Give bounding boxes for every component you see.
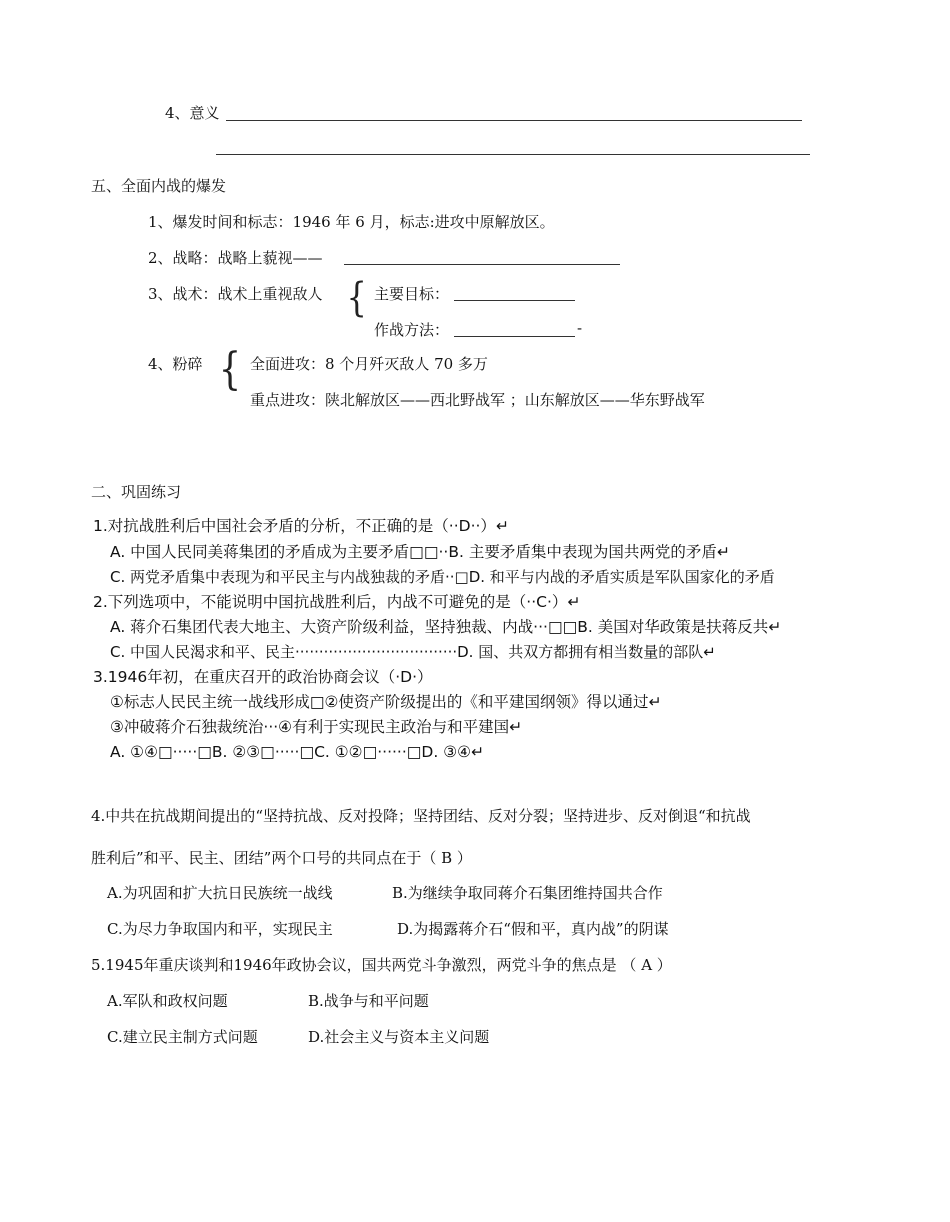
question-4-option-d: D.为揭露蒋介石“假和平，真内战”的阴谋 (397, 920, 669, 938)
left-brace-crush: { (218, 344, 242, 395)
meaning-blank-line-2 (216, 154, 810, 155)
question-4-option-b: B.为继续争取同蒋介石集团维持国共合作 (392, 884, 663, 902)
tactics-goal-blank-line (454, 300, 575, 301)
item-4-meaning-label: 4、意义 (165, 104, 220, 122)
question-1-options-cd: C. 两党矛盾集中表现为和平民主与内战独裁的矛盾··□D. 和平与内战的矛盾实质是军队国家化的矛盾 (110, 568, 775, 586)
question-2-options-ab: A. 蒋介石集团代表大地主、大资产阶级利益，坚持独裁、内战···□□B. 美国对华政策是扶蒋反共↵ (110, 618, 782, 636)
exercise-section-title: 二、巩固练习 (91, 483, 182, 501)
question-1-options-ab: A. 中国人民同美蒋集团的矛盾成为主要矛盾□□··B. 主要矛盾集中表现为国共两党的矛盾↵ (110, 543, 730, 561)
tactics-combat-method: 作战方法： (374, 321, 450, 339)
question-5-option-c: C.建立民主制方式问题 (107, 1028, 258, 1046)
crush-key-offensive: 重点进攻：陕北解放区——西北野战军 ；山东解放区——华东野战军 (250, 391, 705, 409)
question-5-option-a: A.军队和政权问题 (107, 992, 228, 1010)
item-2-strategy: 2、战略：战略上藐视—— (148, 249, 323, 267)
left-brace-tactics: { (346, 275, 367, 321)
question-3-statements-12: ①标志人民民主统一战线形成□②使资产阶级提出的《和平建国纲领》得以通过↵ (110, 693, 662, 711)
question-3-options: A. ①④□·····□B. ②③□·····□C. ①②□······□D. ③④↵ (110, 743, 484, 761)
question-5-option-d: D.社会主义与资本主义问题 (308, 1028, 490, 1046)
tactics-method-dash: - (577, 319, 583, 337)
question-1: 1.对抗战胜利后中国社会矛盾的分析，不正确的是（··D··）↵ (93, 517, 509, 535)
question-4-option-c: C.为尽力争取国内和平，实现民主 (107, 920, 333, 938)
question-5-option-b: B.战争与和平问题 (308, 992, 429, 1010)
question-4-option-a: A.为巩固和扩大抗日民族统一战线 (107, 884, 333, 902)
question-3: 3.1946年初，在重庆召开的政治协商会议（·D·） (93, 668, 433, 686)
question-2-options-cd: C. 中国人民渴求和平、民主··································D. 国、共双方都拥有相当数量的部队↵ (110, 643, 716, 661)
tactics-main-goal: 主要目标： (374, 285, 450, 303)
section-title-civil-war: 五、全面内战的爆发 (91, 177, 227, 195)
question-5: 5.1945年重庆谈判和1946年政协会议，国共两党斗争激烈，两党斗争的焦点是 （ A ） (91, 956, 672, 974)
tactics-method-blank-line (454, 336, 575, 337)
item-4-crush: 4、粉碎 (148, 355, 203, 373)
crush-full-offensive: 全面进攻：8 个月歼灭敌人 70 多万 (250, 355, 488, 373)
item-3-tactics: 3、战术：战术上重视敌人 (148, 285, 323, 303)
question-2: 2.下列选项中，不能说明中国抗战胜利后，内战不可避免的是（··C·）↵ (93, 593, 581, 611)
strategy-blank-line (344, 264, 620, 265)
meaning-blank-line-1 (226, 120, 802, 121)
item-1-outbreak: 1、爆发时间和标志：1946 年 6 月，标志:进攻中原解放区。 (148, 213, 555, 231)
question-3-statements-34: ③冲破蒋介石独裁统治···④有利于实现民主政治与和平建国↵ (110, 718, 523, 736)
question-4-line-1: 4.中共在抗战期间提出的“坚持抗战、反对投降；坚持团结、反对分裂；坚持进步、反对倒退“和抗战 (91, 807, 751, 825)
question-4-line-2: 胜利后”和平、民主、团结”两个口号的共同点在于（ B ） (91, 849, 472, 867)
